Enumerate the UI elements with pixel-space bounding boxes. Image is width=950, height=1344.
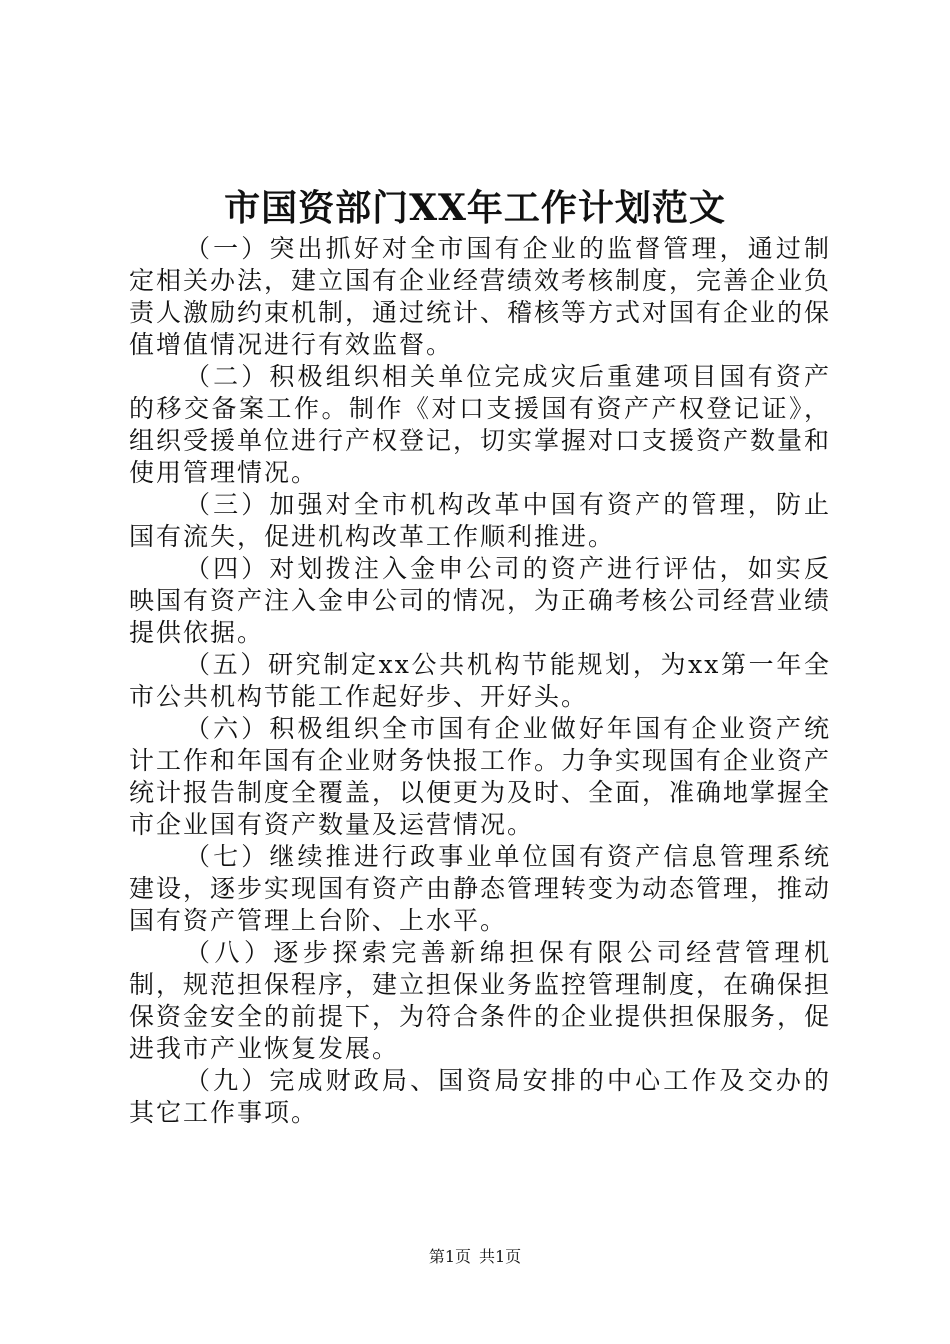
paragraph-2: （二）积极组织相关单位完成灾后重建项目国有资产的移交备案工作。制作《对口支援国有资产产权登记证》，组织受援单位进行产权登记，切实掌握对口支援资产数量和使用管理情况。	[129, 362, 832, 487]
paragraph-6: （六）积极组织全市国有企业做好年国有企业资产统计工作和年国有企业财务快报工作。力争实现国有企业资产统计报告制度全覆盖，以便更为及时、全面，准确地掌握全市企业国有资产数量及运营情况。	[129, 714, 832, 839]
paragraph-3: （三）加强对全市机构改革中国有资产的管理，防止国有流失，促进机构改革工作顺利推进。	[129, 490, 831, 551]
page-total: 共1页	[479, 1247, 522, 1266]
paragraph-8: （八）逐步探索完善新绵担保有限公司经营管理机制，规范担保程序，建立担保业务监控管理制度，在确保担保资金安全的前提下，为符合条件的企业提供担保服务，促进我市产业恢复发展。	[129, 938, 832, 1063]
document-body	[129, 233, 831, 1129]
paragraph-9: （九）完成财政局、国资局安排的中心工作及交办的其它工作事项。	[129, 1066, 831, 1127]
document-title: 市国资部门XX年工作计划范文	[224, 187, 726, 229]
page-number: 第1页	[428, 1247, 471, 1266]
paragraph-5: （五）研究制定xx公共机构节能规划，为xx第一年全市公共机构节能工作起好步、开好头。	[129, 650, 831, 711]
paragraph-4: （四）对划拨注入金申公司的资产进行评估，如实反映国有资产注入金申公司的情况，为正确考核公司经营业绩提供依据。	[129, 554, 832, 647]
paragraph-7: （七）继续推进行政事业单位国有资产信息管理系统建设，逐步实现国有资产由静态管理转变为动态管理，推动国有资产管理上台阶、上水平。	[129, 842, 832, 935]
paragraph-1: （一）突出抓好对全市国有企业的监督管理，通过制定相关办法，建立国有企业经营绩效考核制度，完善企业负责人激励约束机制，通过统计、稽核等方式对国有企业的保值增值情况进行有效监督。	[129, 234, 832, 359]
page-footer	[0, 1246, 950, 1268]
